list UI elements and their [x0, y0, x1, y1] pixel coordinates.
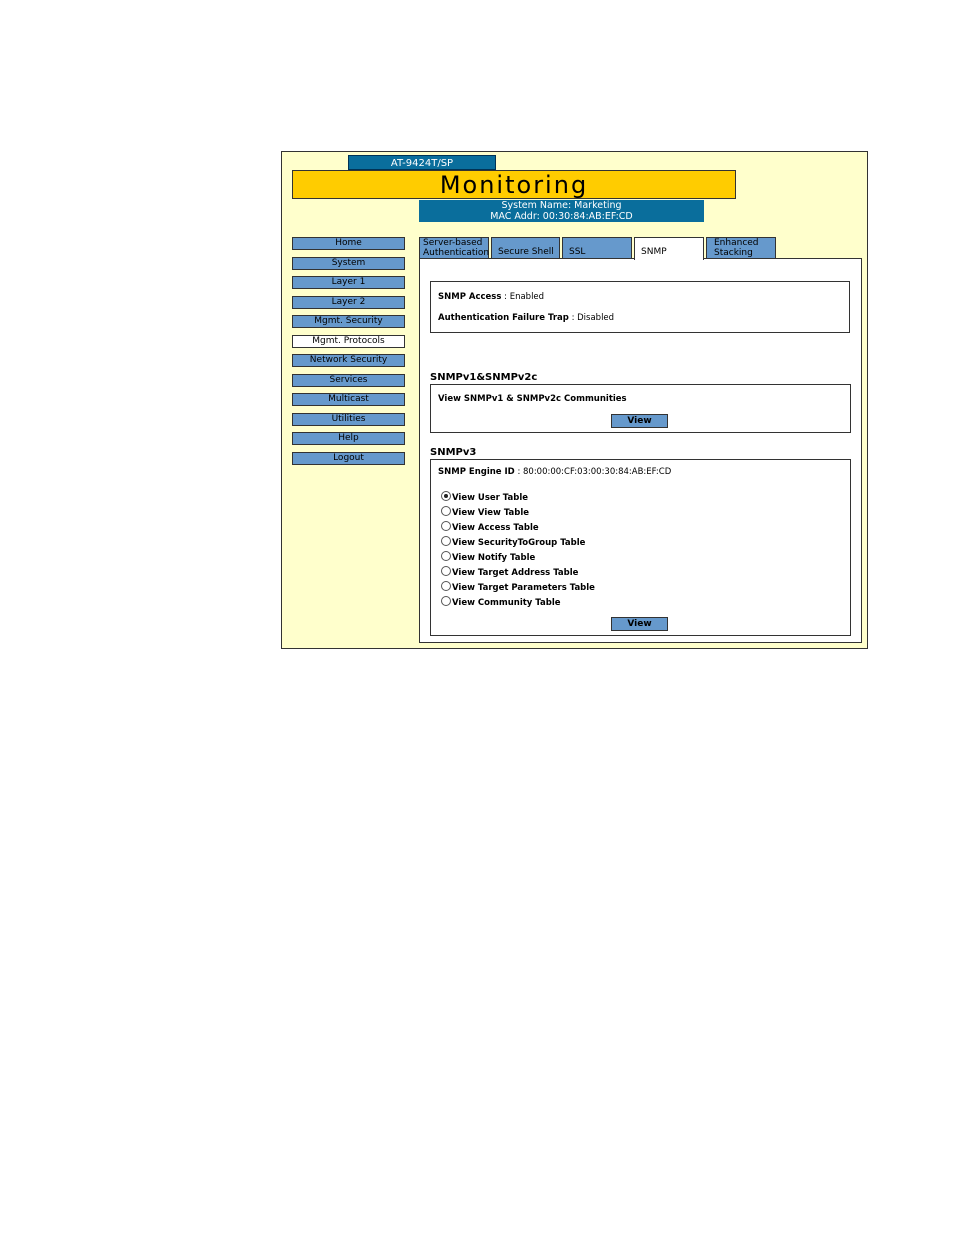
v1v2c-view-button[interactable]: View: [611, 414, 668, 428]
v3-heading: SNMPv3: [430, 447, 477, 458]
nav-services-button[interactable]: Services: [292, 374, 405, 387]
nav-network-security-button[interactable]: Network Security: [292, 354, 405, 367]
engine-id-value: : 80:00:00:CF:03:00:30:84:AB:EF:CD: [517, 467, 672, 477]
snmp-access-row: [438, 292, 544, 302]
tab-snmp[interactable]: SNMP: [634, 237, 704, 260]
model-label: AT-9424T/SP: [348, 155, 496, 170]
option-access-table[interactable]: [441, 521, 539, 533]
tab-ssl[interactable]: SSL: [562, 237, 632, 259]
option-target-parameters-table[interactable]: [441, 581, 595, 593]
option-label: View Target Parameters Table: [452, 583, 595, 593]
engine-id-row: [438, 467, 671, 477]
auth-trap-row: [438, 313, 614, 323]
v3-view-button[interactable]: View: [611, 617, 668, 631]
option-community-table[interactable]: [441, 596, 561, 608]
option-label: View Access Table: [452, 523, 539, 533]
nav-mgmt-protocols-button[interactable]: Mgmt. Protocols: [292, 335, 405, 348]
tab-enhanced-line2: Stacking: [714, 247, 753, 258]
snmp-access-value: : Enabled: [504, 292, 545, 302]
radio-button[interactable]: [441, 566, 451, 576]
tab-server-auth-line2: Authentication: [423, 247, 490, 258]
sidebar-nav: [292, 237, 405, 471]
radio-button[interactable]: [441, 596, 451, 606]
nav-logout-button[interactable]: Logout: [292, 452, 405, 465]
nav-home-button[interactable]: Home: [292, 237, 405, 250]
option-label: View SecurityToGroup Table: [452, 538, 586, 548]
option-label: View Notify Table: [452, 553, 536, 563]
radio-button[interactable]: [441, 521, 451, 531]
radio-button[interactable]: [441, 581, 451, 591]
snmp-status-box: [430, 281, 850, 333]
auth-trap-label: Authentication Failure Trap: [438, 313, 569, 323]
nav-mgmt-security-button[interactable]: Mgmt. Security: [292, 315, 405, 328]
radio-button[interactable]: [441, 506, 451, 516]
tab-secure-shell[interactable]: Secure Shell: [491, 237, 560, 259]
nav-layer1-button[interactable]: Layer 1: [292, 276, 405, 289]
system-name: System Name: Marketing: [501, 200, 622, 211]
option-label: View Community Table: [452, 598, 561, 608]
radio-button[interactable]: [441, 491, 451, 501]
option-view-table[interactable]: [441, 506, 529, 518]
radio-button[interactable]: [441, 536, 451, 546]
v1v2c-heading: SNMPv1&SNMPv2c: [430, 372, 538, 383]
engine-id-label: SNMP Engine ID: [438, 467, 515, 477]
tab-enhanced-stacking[interactable]: [706, 237, 776, 259]
mac-address: MAC Addr: 00:30:84:AB:EF:CD: [490, 210, 633, 222]
page-title: Monitoring: [292, 170, 736, 199]
radio-button[interactable]: [441, 551, 451, 561]
nav-layer2-button[interactable]: Layer 2: [292, 296, 405, 309]
option-securitytogroup-table[interactable]: [441, 536, 585, 548]
auth-trap-value: : Disabled: [571, 313, 615, 323]
snmp-access-label: SNMP Access: [438, 292, 502, 302]
option-target-address-table[interactable]: [441, 566, 578, 578]
system-info: [419, 200, 704, 222]
option-user-table[interactable]: [441, 491, 528, 503]
option-label: View View Table: [452, 508, 530, 518]
option-label: View User Table: [452, 493, 528, 503]
option-label: View Target Address Table: [452, 568, 579, 578]
option-notify-table[interactable]: [441, 551, 535, 563]
tab-server-auth[interactable]: [419, 237, 489, 259]
nav-utilities-button[interactable]: Utilities: [292, 413, 405, 426]
nav-system-button[interactable]: System: [292, 257, 405, 270]
nav-multicast-button[interactable]: Multicast: [292, 393, 405, 406]
tab-server-auth-line1: Server-based: [423, 238, 483, 248]
nav-help-button[interactable]: Help: [292, 432, 405, 445]
tab-enhanced-line1: Enhanced: [714, 238, 759, 248]
v1v2c-description: View SNMPv1 & SNMPv2c Communities: [438, 394, 627, 404]
